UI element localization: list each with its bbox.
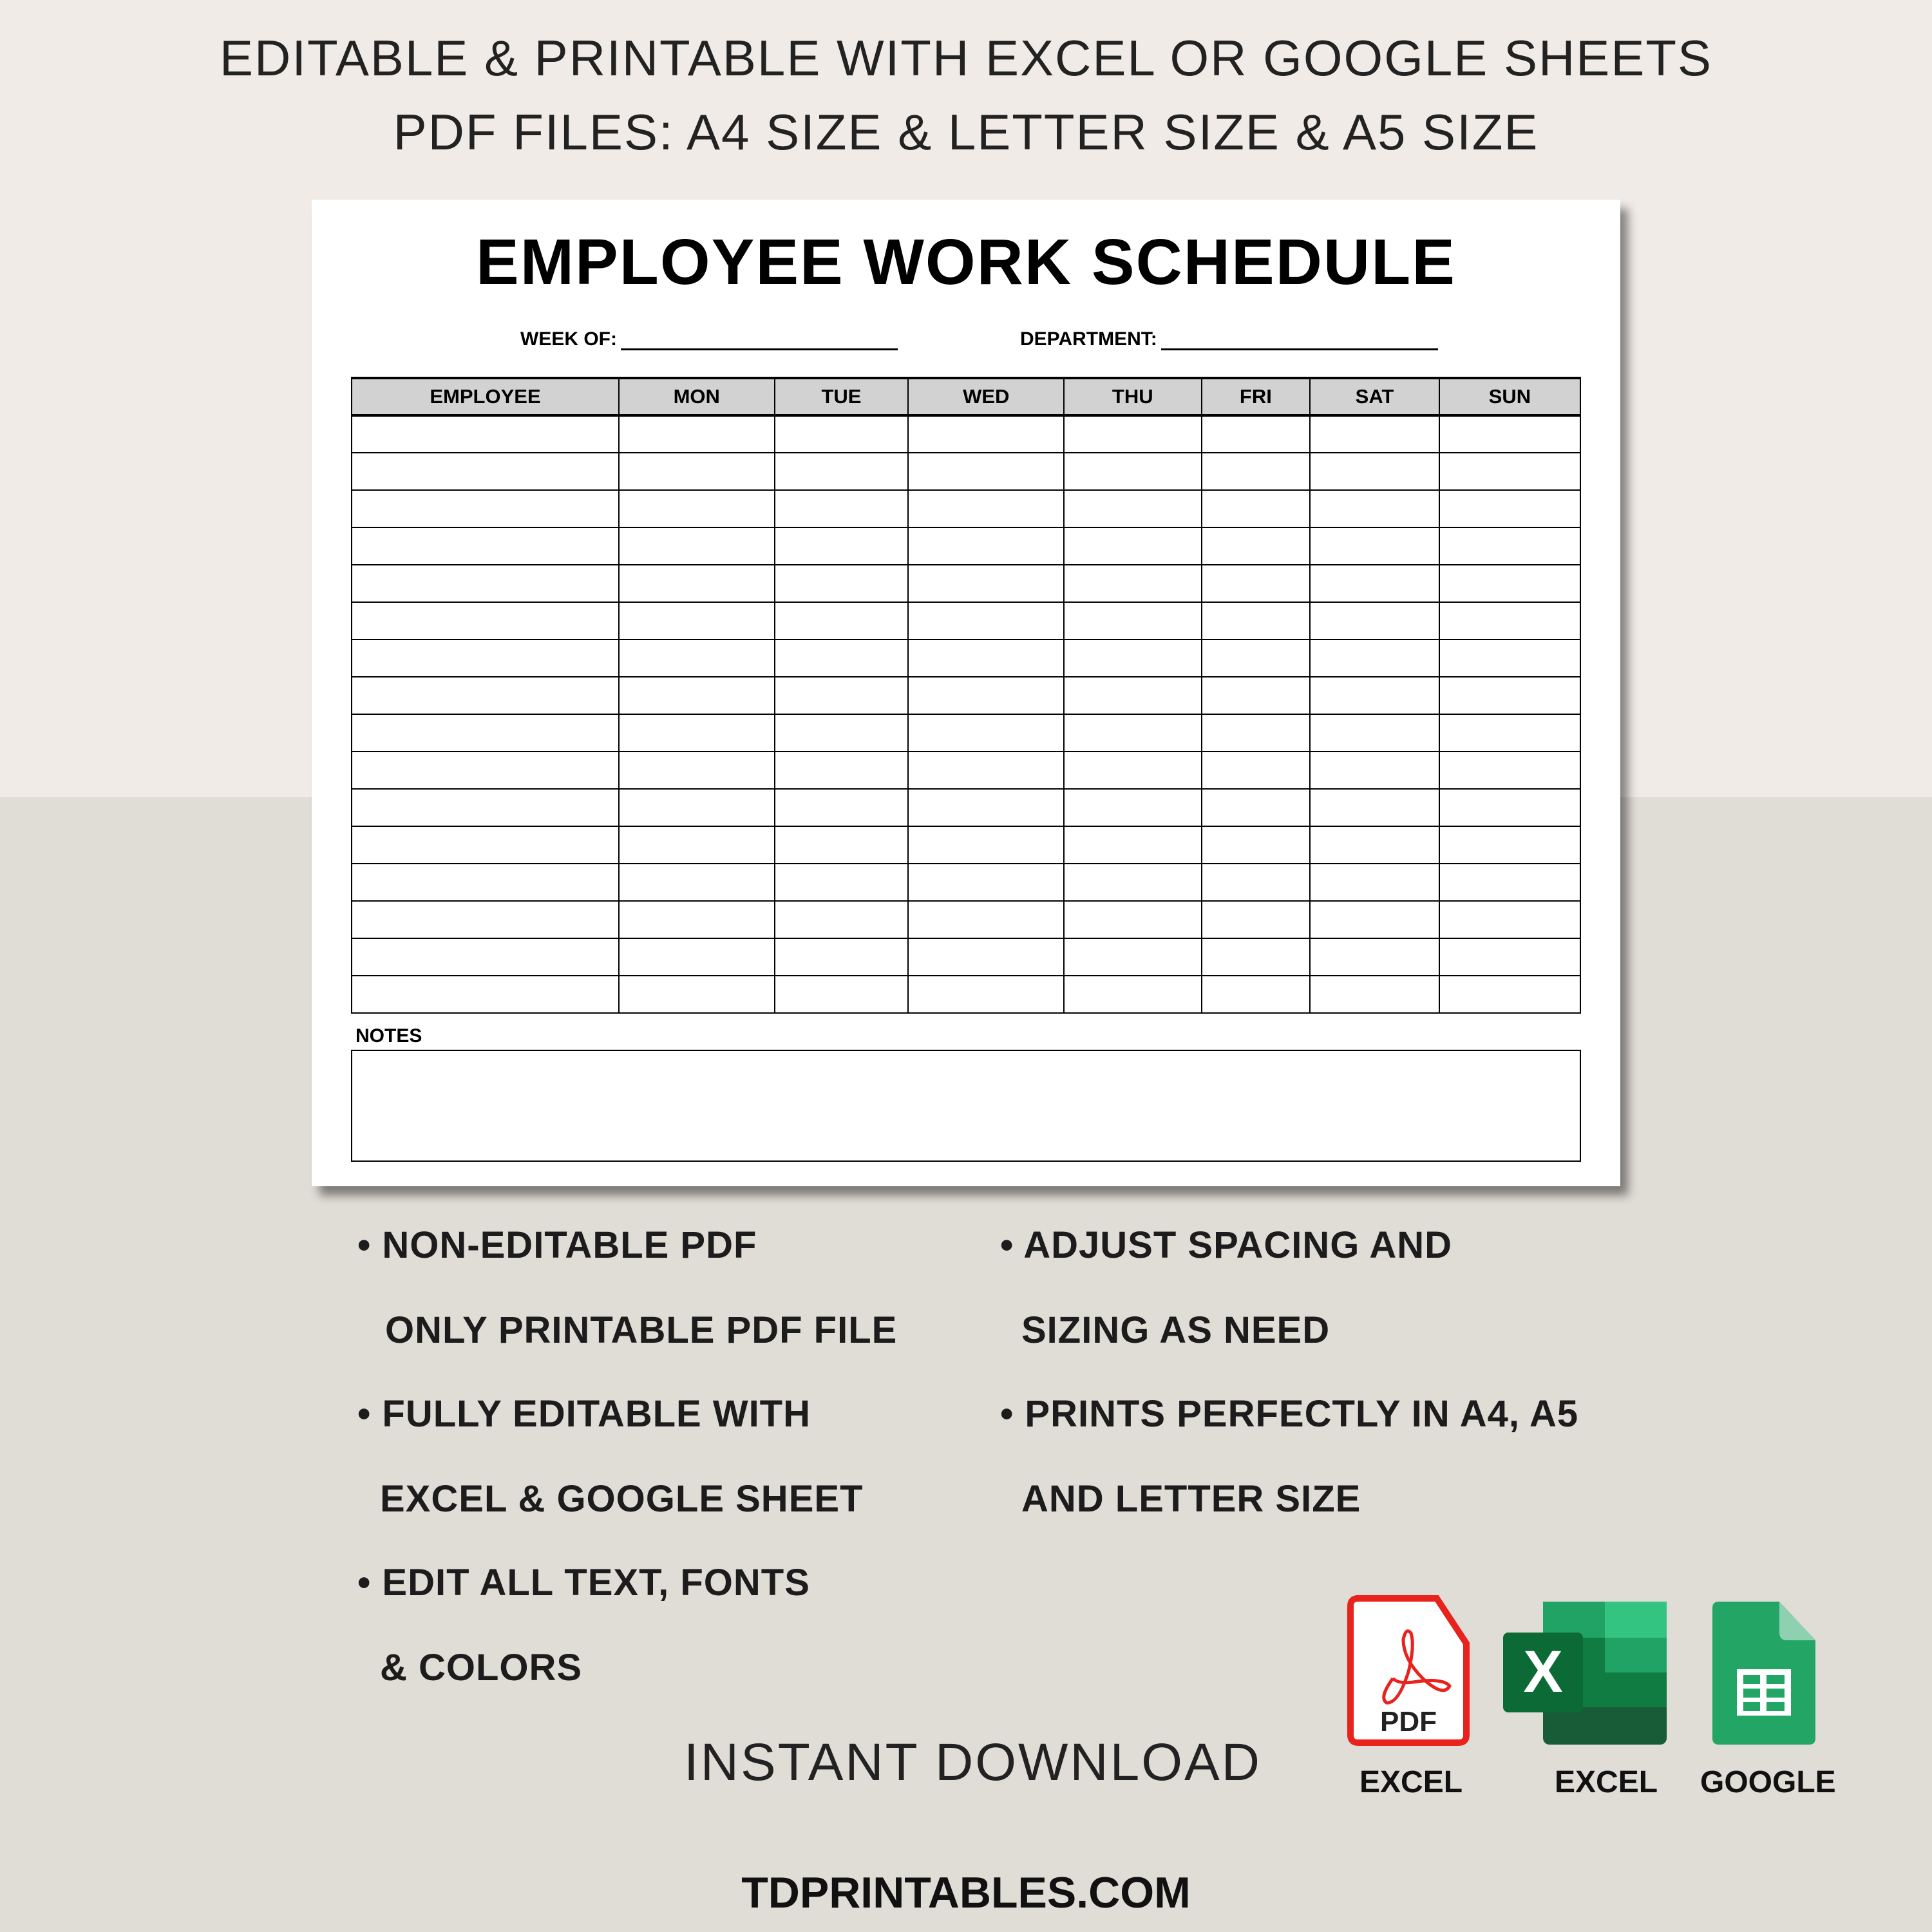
google-icon-label: GOOGLE xyxy=(1700,1765,1836,1799)
cell-thu[interactable] xyxy=(1064,415,1202,453)
cell-sat[interactable] xyxy=(1310,864,1439,901)
website-text: TDPRINTABLES.COM xyxy=(741,1868,1191,1917)
cell-thu[interactable] xyxy=(1064,901,1202,938)
cell-sat[interactable] xyxy=(1310,938,1439,976)
column-header-wed: WED xyxy=(908,378,1064,415)
cell-tue[interactable] xyxy=(775,864,909,901)
cell-thu[interactable] xyxy=(1064,639,1202,677)
column-header-thu: THU xyxy=(1064,378,1202,415)
cell-tue[interactable] xyxy=(775,938,909,976)
cell-employee[interactable] xyxy=(352,565,619,602)
cell-sat[interactable] xyxy=(1310,415,1439,453)
cell-mon[interactable] xyxy=(619,677,775,714)
pdf-icon-label: EXCEL xyxy=(1359,1765,1463,1799)
cell-sat[interactable] xyxy=(1310,490,1439,527)
cell-sat[interactable] xyxy=(1310,453,1439,490)
table-row xyxy=(352,826,1580,864)
table-row xyxy=(352,901,1580,938)
cell-sat[interactable] xyxy=(1310,639,1439,677)
feature-left-5: • EDIT ALL TEXT, FONTS xyxy=(357,1562,810,1604)
cell-fri[interactable] xyxy=(1202,677,1311,714)
schedule-table xyxy=(351,377,1581,1014)
cell-sat[interactable] xyxy=(1310,901,1439,938)
cell-wed[interactable] xyxy=(908,938,1064,976)
cell-fri[interactable] xyxy=(1202,938,1311,976)
table-row xyxy=(352,864,1580,901)
cell-thu[interactable] xyxy=(1064,789,1202,826)
cell-mon[interactable] xyxy=(619,490,775,527)
instant-download-text: INSTANT DOWNLOAD xyxy=(684,1733,1262,1792)
table-row xyxy=(352,490,1580,527)
cell-sun[interactable] xyxy=(1439,864,1580,901)
feature-left-2: ONLY PRINTABLE PDF FILE xyxy=(385,1309,898,1351)
cell-tue[interactable] xyxy=(775,976,909,1013)
cell-wed[interactable] xyxy=(908,864,1064,901)
table-row xyxy=(352,527,1580,565)
table-row xyxy=(352,677,1580,714)
cell-mon[interactable] xyxy=(619,565,775,602)
column-header-employee: EMPLOYEE xyxy=(352,378,619,415)
cell-fri[interactable] xyxy=(1202,752,1311,789)
cell-wed[interactable] xyxy=(908,789,1064,826)
table-row xyxy=(352,453,1580,490)
cell-fri[interactable] xyxy=(1202,602,1311,639)
cell-employee[interactable] xyxy=(352,864,619,901)
table-row xyxy=(352,976,1580,1013)
cell-sat[interactable] xyxy=(1310,714,1439,752)
cell-thu[interactable] xyxy=(1064,453,1202,490)
cell-fri[interactable] xyxy=(1202,714,1311,752)
cell-sun[interactable] xyxy=(1439,789,1580,826)
feature-left-6: & COLORS xyxy=(380,1647,583,1689)
cell-wed[interactable] xyxy=(908,976,1064,1013)
cell-employee[interactable] xyxy=(352,714,619,752)
cell-mon[interactable] xyxy=(619,864,775,901)
cell-wed[interactable] xyxy=(908,639,1064,677)
cell-tue[interactable] xyxy=(775,602,909,639)
week-of-field xyxy=(520,328,898,350)
table-row xyxy=(352,565,1580,602)
cell-thu[interactable] xyxy=(1064,864,1202,901)
cell-sun[interactable] xyxy=(1439,677,1580,714)
feature-left-1: • NON-EDITABLE PDF xyxy=(357,1224,757,1266)
column-header-sat: SAT xyxy=(1310,378,1439,415)
column-header-mon: MON xyxy=(619,378,775,415)
department-field xyxy=(1020,328,1438,350)
cell-wed[interactable] xyxy=(908,453,1064,490)
cell-employee[interactable] xyxy=(352,789,619,826)
cell-employee[interactable] xyxy=(352,901,619,938)
cell-wed[interactable] xyxy=(908,602,1064,639)
cell-fri[interactable] xyxy=(1202,415,1311,453)
cell-tue[interactable] xyxy=(775,453,909,490)
cell-tue[interactable] xyxy=(775,714,909,752)
cell-mon[interactable] xyxy=(619,826,775,864)
excel-icon xyxy=(1503,1602,1667,1745)
cell-mon[interactable] xyxy=(619,453,775,490)
notes-box xyxy=(351,1050,1581,1162)
cell-thu[interactable] xyxy=(1064,565,1202,602)
pdf-glyph: PDF xyxy=(1380,1706,1437,1738)
feature-right-1: • ADJUST SPACING AND xyxy=(1000,1224,1452,1266)
cell-sat[interactable] xyxy=(1310,565,1439,602)
cell-sun[interactable] xyxy=(1439,976,1580,1013)
cell-wed[interactable] xyxy=(908,565,1064,602)
cell-tue[interactable] xyxy=(775,789,909,826)
cell-fri[interactable] xyxy=(1202,976,1311,1013)
cell-tue[interactable] xyxy=(775,901,909,938)
week-of-line xyxy=(621,331,898,350)
cell-sat[interactable] xyxy=(1310,789,1439,826)
column-header-tue: TUE xyxy=(775,378,909,415)
table-row xyxy=(352,938,1580,976)
cell-fri[interactable] xyxy=(1202,864,1311,901)
cell-sun[interactable] xyxy=(1439,901,1580,938)
table-row xyxy=(352,714,1580,752)
cell-wed[interactable] xyxy=(908,677,1064,714)
cell-sun[interactable] xyxy=(1439,602,1580,639)
feature-right-2: SIZING AS NEED xyxy=(1021,1309,1331,1351)
cell-mon[interactable] xyxy=(619,602,775,639)
cell-mon[interactable] xyxy=(619,752,775,789)
cell-sat[interactable] xyxy=(1310,976,1439,1013)
sheet-title: EMPLOYEE WORK SCHEDULE xyxy=(476,226,1456,298)
cell-mon[interactable] xyxy=(619,789,775,826)
cell-sun[interactable] xyxy=(1439,639,1580,677)
excel-icon-label: EXCEL xyxy=(1555,1765,1658,1799)
cell-fri[interactable] xyxy=(1202,453,1311,490)
cell-sun[interactable] xyxy=(1439,453,1580,490)
schedule-sheet xyxy=(312,200,1620,1186)
cell-wed[interactable] xyxy=(908,752,1064,789)
cell-sun[interactable] xyxy=(1439,714,1580,752)
cell-employee[interactable] xyxy=(352,752,619,789)
cell-mon[interactable] xyxy=(619,976,775,1013)
table-row xyxy=(352,639,1580,677)
week-of-label: WEEK OF: xyxy=(520,328,617,350)
column-header-fri: FRI xyxy=(1202,378,1311,415)
table-row xyxy=(352,752,1580,789)
cell-employee[interactable] xyxy=(352,415,619,453)
cell-employee[interactable] xyxy=(352,639,619,677)
cell-tue[interactable] xyxy=(775,752,909,789)
notes-label: NOTES xyxy=(355,1025,422,1046)
cell-tue[interactable] xyxy=(775,639,909,677)
header-line-1: EDITABLE & PRINTABLE WITH EXCEL OR GOOGLE SHEETS xyxy=(219,30,1713,86)
cell-mon[interactable] xyxy=(619,901,775,938)
cell-employee[interactable] xyxy=(352,453,619,490)
cell-thu[interactable] xyxy=(1064,976,1202,1013)
cell-fri[interactable] xyxy=(1202,490,1311,527)
cell-employee[interactable] xyxy=(352,938,619,976)
cell-tue[interactable] xyxy=(775,677,909,714)
cell-mon[interactable] xyxy=(619,527,775,565)
cell-fri[interactable] xyxy=(1202,826,1311,864)
cell-mon[interactable] xyxy=(619,415,775,453)
department-line xyxy=(1161,331,1438,350)
cell-thu[interactable] xyxy=(1064,826,1202,864)
cell-mon[interactable] xyxy=(619,938,775,976)
cell-wed[interactable] xyxy=(908,490,1064,527)
cell-mon[interactable] xyxy=(619,714,775,752)
cell-employee[interactable] xyxy=(352,527,619,565)
cell-employee[interactable] xyxy=(352,490,619,527)
cell-sat[interactable] xyxy=(1310,677,1439,714)
cell-sat[interactable] xyxy=(1310,602,1439,639)
cell-employee[interactable] xyxy=(352,602,619,639)
cell-sun[interactable] xyxy=(1439,490,1580,527)
cell-wed[interactable] xyxy=(908,527,1064,565)
cell-fri[interactable] xyxy=(1202,527,1311,565)
cell-fri[interactable] xyxy=(1202,901,1311,938)
cell-tue[interactable] xyxy=(775,415,909,453)
cell-sat[interactable] xyxy=(1310,527,1439,565)
cell-sat[interactable] xyxy=(1310,826,1439,864)
cell-sun[interactable] xyxy=(1439,565,1580,602)
cell-tue[interactable] xyxy=(775,826,909,864)
cell-fri[interactable] xyxy=(1202,565,1311,602)
cell-sun[interactable] xyxy=(1439,752,1580,789)
cell-employee[interactable] xyxy=(352,976,619,1013)
cell-tue[interactable] xyxy=(775,490,909,527)
feature-left-3: • FULLY EDITABLE WITH xyxy=(357,1393,811,1435)
department-label: DEPARTMENT: xyxy=(1020,328,1157,350)
cell-sat[interactable] xyxy=(1310,752,1439,789)
cell-thu[interactable] xyxy=(1064,714,1202,752)
cell-thu[interactable] xyxy=(1064,938,1202,976)
cell-mon[interactable] xyxy=(619,639,775,677)
cell-thu[interactable] xyxy=(1064,677,1202,714)
column-header-sun: SUN xyxy=(1439,378,1580,415)
cell-thu[interactable] xyxy=(1064,602,1202,639)
cell-wed[interactable] xyxy=(908,714,1064,752)
cell-thu[interactable] xyxy=(1064,752,1202,789)
cell-fri[interactable] xyxy=(1202,639,1311,677)
table-row xyxy=(352,415,1580,453)
cell-sun[interactable] xyxy=(1439,415,1580,453)
pdf-icon xyxy=(1347,1595,1470,1747)
cell-employee[interactable] xyxy=(352,826,619,864)
cell-thu[interactable] xyxy=(1064,490,1202,527)
excel-glyph: X xyxy=(1523,1639,1563,1705)
header-line-2: PDF FILES: A4 SIZE & LETTER SIZE & A5 SIZE xyxy=(393,104,1539,160)
cell-sun[interactable] xyxy=(1439,938,1580,976)
feature-right-3: • PRINTS PERFECTLY IN A4, A5 xyxy=(1000,1393,1579,1435)
table-row xyxy=(352,602,1580,639)
feature-right-4: AND LETTER SIZE xyxy=(1021,1478,1361,1520)
table-row xyxy=(352,789,1580,826)
cell-tue[interactable] xyxy=(775,565,909,602)
cell-sun[interactable] xyxy=(1439,826,1580,864)
cell-tue[interactable] xyxy=(775,527,909,565)
cell-wed[interactable] xyxy=(908,826,1064,864)
cell-wed[interactable] xyxy=(908,415,1064,453)
cell-sun[interactable] xyxy=(1439,527,1580,565)
google-sheets-icon xyxy=(1712,1602,1815,1745)
cell-thu[interactable] xyxy=(1064,527,1202,565)
cell-wed[interactable] xyxy=(908,901,1064,938)
feature-left-4: EXCEL & GOOGLE SHEET xyxy=(380,1478,864,1520)
cell-employee[interactable] xyxy=(352,677,619,714)
cell-fri[interactable] xyxy=(1202,789,1311,826)
